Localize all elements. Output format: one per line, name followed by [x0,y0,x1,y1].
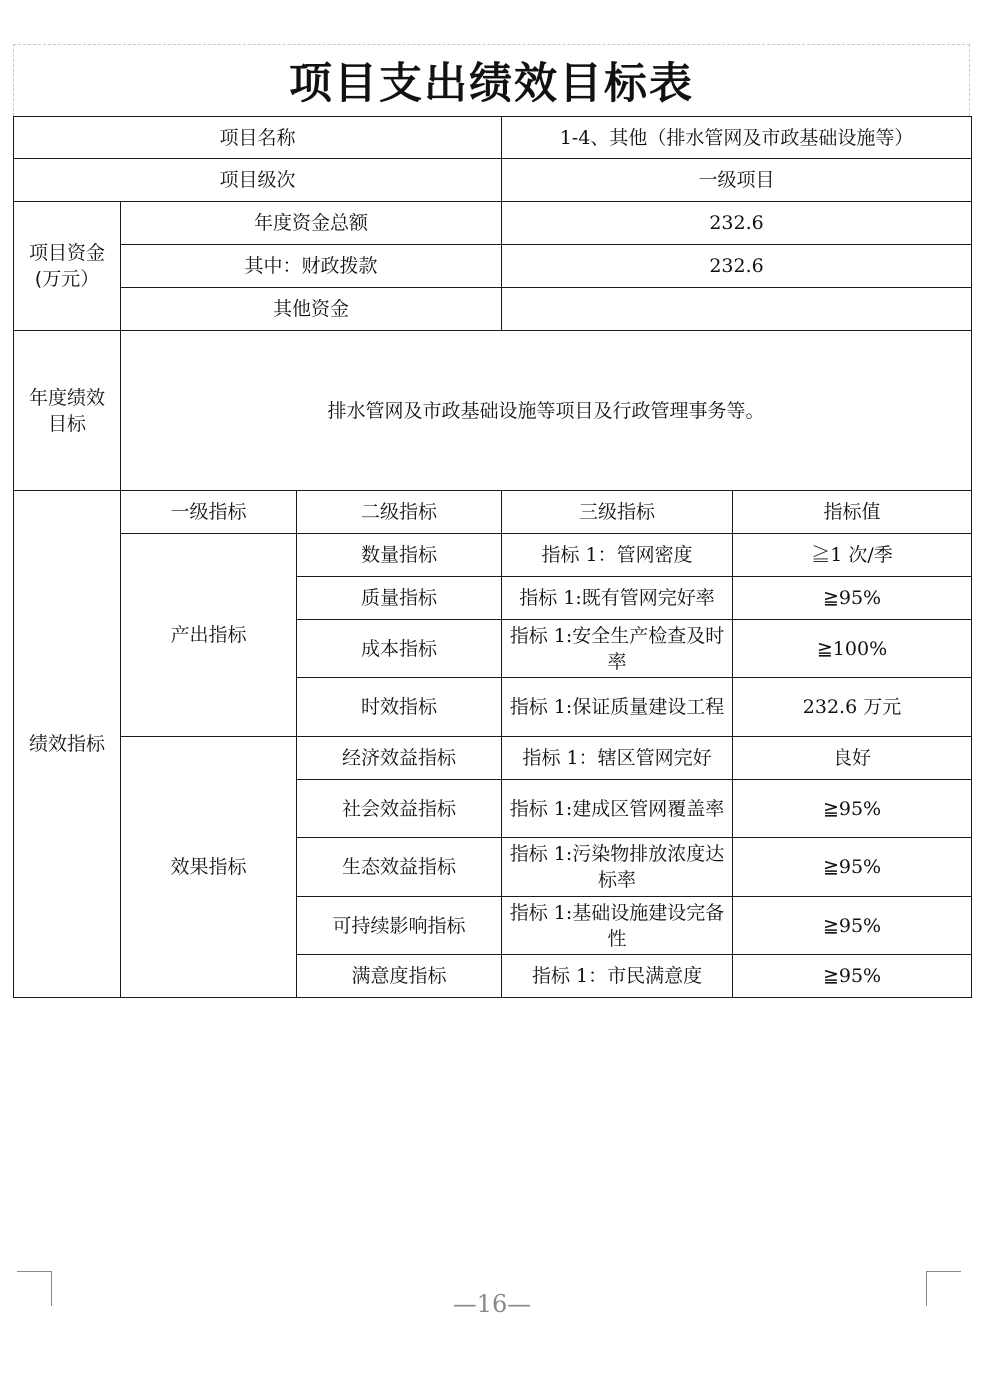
level2-cell: 质量指标 [297,577,502,620]
level3-cell: 指标 1:既有管网完好率 [502,577,733,620]
value-cell: ≧95% [733,897,972,955]
level3-cell: 指标 1:污染物排放浓度达标率 [502,838,733,897]
header-level3: 三级指标 [502,491,733,534]
page-number: —16— [452,1290,532,1318]
header-level1: 一级指标 [121,491,297,534]
value-cell: ≧95% [733,955,972,998]
value-cell: 232.6 万元 [733,678,972,737]
level3-cell: 指标 1：辖区管网完好 [502,737,733,780]
level3-cell: 指标 1:基础设施建设完备性 [502,897,733,955]
level2-cell: 经济效益指标 [297,737,502,780]
performance-section-label: 绩效指标 [14,491,121,998]
value-cell: ≧95% [733,780,972,838]
level3-cell: 指标 1：市民满意度 [502,955,733,998]
value-cell: ≧95% [733,838,972,897]
level2-cell: 可持续影响指标 [297,897,502,955]
project-level-value: 一级项目 [502,159,972,202]
header-value: 指标值 [733,491,972,534]
value-cell: ≧95% [733,577,972,620]
performance-table [13,116,972,998]
level3-cell: 指标 1:建成区管网覆盖率 [502,780,733,838]
value-cell: ≧100% [733,620,972,678]
project-name-value: 1-4、其他（排水管网及市政基础设施等） [502,117,972,159]
level2-cell: 成本指标 [297,620,502,678]
value-cell: ≧1 次/季 [733,534,972,577]
annual-total-label: 年度资金总额 [121,202,502,245]
level3-cell: 指标 1：管网密度 [502,534,733,577]
funds-label: 项目资金 (万元） [14,202,121,331]
page-title: 项目支出绩效目标表 [289,59,694,109]
level3-cell: 指标 1:安全生产检查及时率 [502,620,733,678]
title-box [13,44,970,116]
other-funds-value [502,288,972,331]
header-level2: 二级指标 [297,491,502,534]
project-level-label: 项目级次 [14,159,502,202]
level2-cell: 时效指标 [297,678,502,737]
annual-goal-value: 排水管网及市政基础设施等项目及行政管理事务等。 [121,331,972,491]
level2-cell: 满意度指标 [297,955,502,998]
project-name-label: 项目名称 [14,117,502,159]
level1-effect: 效果指标 [121,737,297,998]
level2-cell: 数量指标 [297,534,502,577]
fiscal-label: 其中：财政拨款 [121,245,502,288]
level3-cell: 指标 1:保证质量建设工程 [502,678,733,737]
level2-cell: 社会效益指标 [297,780,502,838]
level2-cell: 生态效益指标 [297,838,502,897]
other-funds-label: 其他资金 [121,288,502,331]
value-cell: 良好 [733,737,972,780]
annual-total-value: 232.6 [502,202,972,245]
fiscal-value: 232.6 [502,245,972,288]
level1-output: 产出指标 [121,534,297,737]
annual-goal-label: 年度绩效 目标 [14,331,121,491]
